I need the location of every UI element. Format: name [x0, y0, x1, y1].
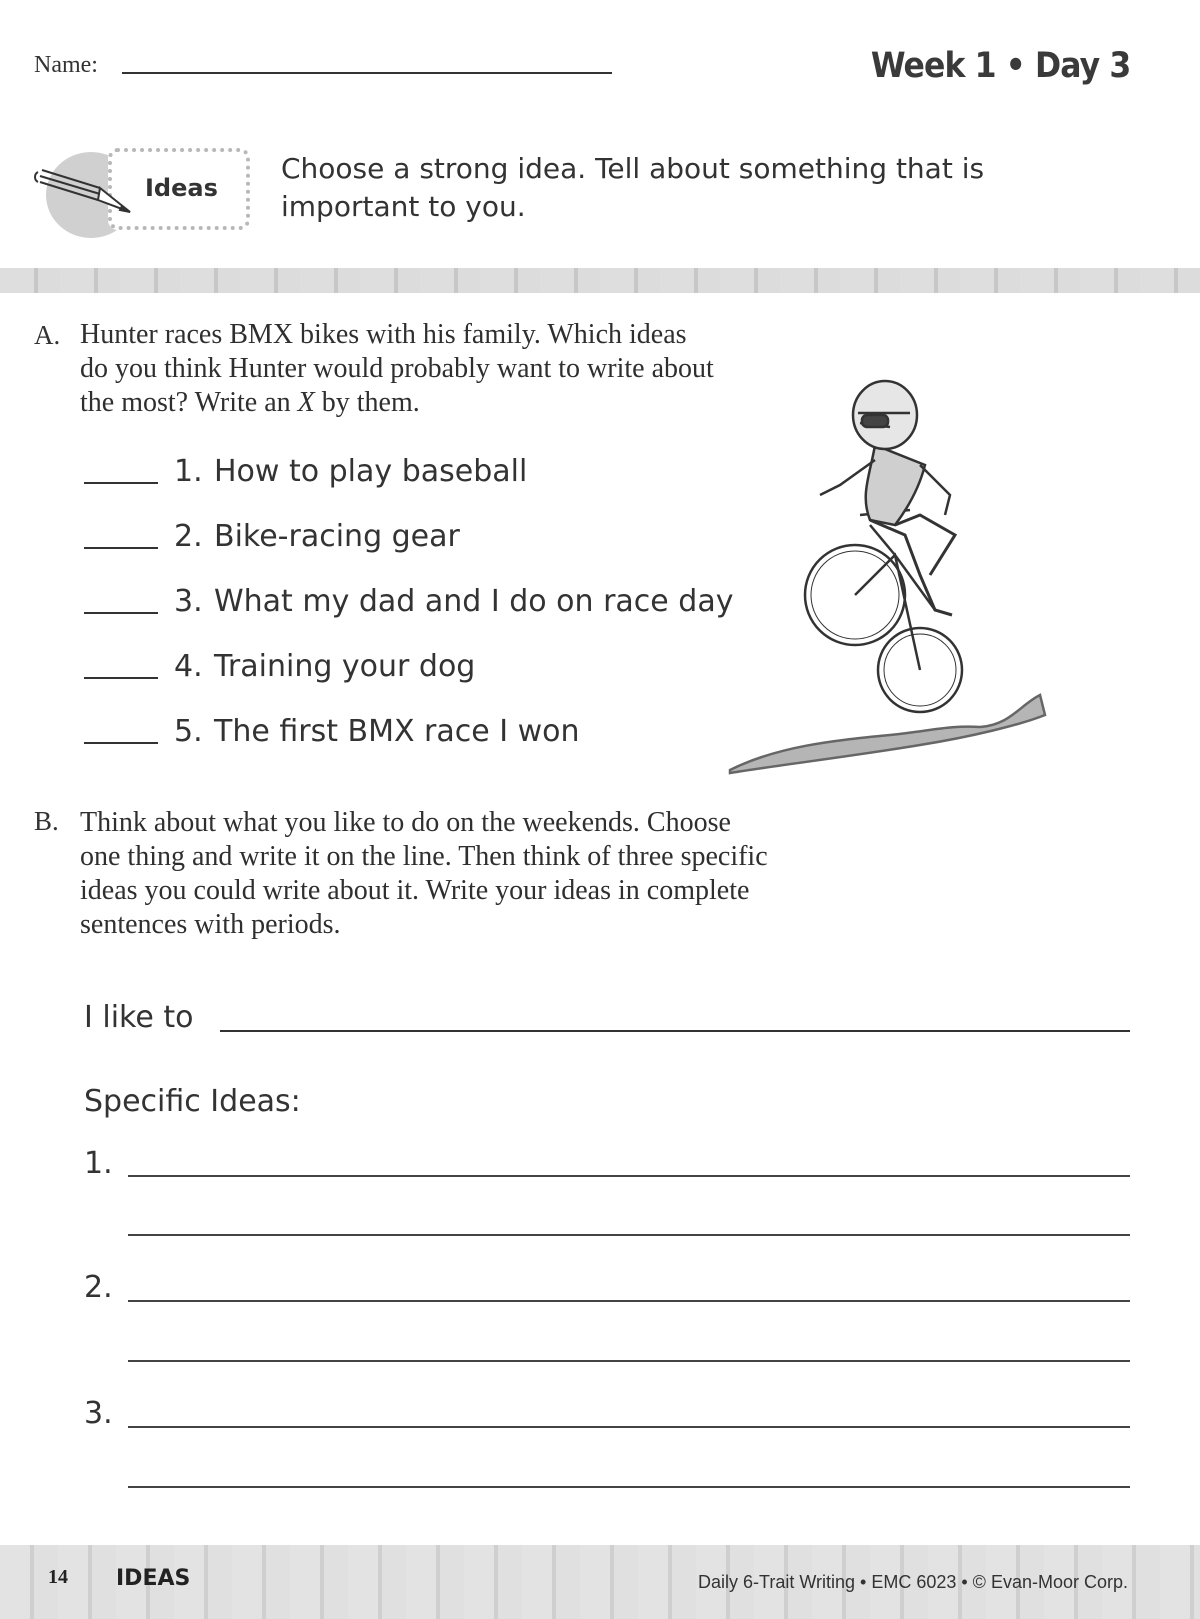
- item-number: 5.: [174, 714, 203, 749]
- section-b-line-2: one thing and write it on the line. Then think of three specific: [80, 841, 768, 872]
- name-label: Name:: [34, 52, 98, 78]
- list-item: [84, 649, 784, 714]
- section-a-line-1: Hunter races BMX bikes with his family. Which ideas: [80, 319, 687, 350]
- section-a-letter: A.: [34, 320, 61, 350]
- line3-post: by them.: [314, 387, 420, 418]
- idea-number-1: 1.: [84, 1146, 113, 1181]
- line3-x: X: [297, 387, 315, 418]
- item-number: 1.: [174, 454, 203, 489]
- idea-2-line-2[interactable]: [128, 1360, 1130, 1362]
- section-b-line-1: Think about what you like to do on the weekends. Choose: [80, 807, 731, 838]
- bmx-rider-illustration: [720, 375, 1080, 775]
- item-text: The first BMX race I won: [214, 714, 580, 749]
- pencil-icon: [30, 160, 145, 220]
- list-item: [84, 584, 784, 649]
- section-a-line-2: do you think Hunter would probably want to write about: [80, 353, 714, 384]
- idea-checklist: [84, 454, 784, 779]
- idea-number-2: 2.: [84, 1270, 113, 1305]
- section-b-line-3: ideas you could write about it. Write your ideas in complete: [80, 875, 750, 906]
- answer-blank[interactable]: [84, 454, 158, 484]
- specific-ideas-title: Specific Ideas:: [84, 1084, 301, 1119]
- line3-pre: the most? Write an: [80, 387, 298, 418]
- section-b-line-4: sentences with periods.: [80, 909, 341, 940]
- section-b-letter: B.: [34, 806, 59, 836]
- week-day-title: Week 1 • Day 3: [870, 46, 1130, 86]
- item-text: Training your dog: [214, 649, 476, 684]
- idea-3-line-1[interactable]: [128, 1426, 1130, 1428]
- list-item: [84, 454, 784, 519]
- list-item: [84, 519, 784, 584]
- divider-band: [0, 268, 1200, 293]
- item-number: 2.: [174, 519, 203, 554]
- footer-credit: Daily 6-Trait Writing • EMC 6023 • © Evan-Moor Corp.: [698, 1572, 1128, 1592]
- item-text: What my dad and I do on race day: [214, 584, 734, 619]
- section-b-instructions: [80, 806, 980, 942]
- footer-section: IDEAS: [116, 1566, 191, 1591]
- idea-1-line-1[interactable]: [128, 1175, 1130, 1177]
- list-item: [84, 714, 784, 779]
- idea-1-line-2[interactable]: [128, 1234, 1130, 1236]
- name-input-line[interactable]: [122, 72, 612, 74]
- answer-blank[interactable]: [84, 649, 158, 679]
- idea-2-line-1[interactable]: [128, 1300, 1130, 1302]
- page-number: 14: [48, 1566, 68, 1588]
- idea-number-3: 3.: [84, 1396, 113, 1431]
- answer-blank[interactable]: [84, 714, 158, 744]
- item-number: 4.: [174, 649, 203, 684]
- badge-label: Ideas: [145, 174, 218, 202]
- answer-blank[interactable]: [84, 519, 158, 549]
- item-number: 3.: [174, 584, 203, 619]
- item-text: Bike-racing gear: [214, 519, 460, 554]
- ideas-badge: [30, 140, 258, 240]
- item-text: How to play baseball: [214, 454, 528, 489]
- idea-3-line-2[interactable]: [128, 1486, 1130, 1488]
- trait-prompt: Choose a strong idea. Tell about something that is important to you.: [281, 152, 985, 223]
- i-like-answer-line[interactable]: [220, 1030, 1130, 1032]
- answer-blank[interactable]: [84, 584, 158, 614]
- i-like-label: I like to: [84, 1000, 194, 1035]
